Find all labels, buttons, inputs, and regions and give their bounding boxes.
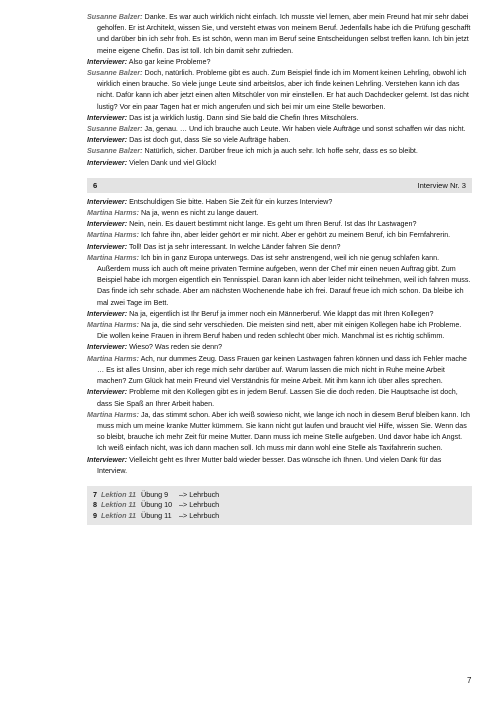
speaker-label: Interviewer:: [87, 242, 128, 251]
textbook-reference: –> Lehrbuch: [179, 510, 220, 520]
lesson-label: Lektion 11: [101, 510, 137, 520]
dialogue-text: Ach, nur dummes Zeug. Dass Frauen gar keinen Lastwagen fahren können und dass ich Fehler mache … Es ist alles Unsinn, aber ich rege mich sehr darüber auf. Warum lassen die mich nicht in Ruhe meine Arbeit machen? Zum Glück hat mein Freund viel Verständnis für meine Arbeit. Mit ihm kann ich über alles sprechen.: [97, 354, 467, 386]
speaker-label: Martina Harms:: [87, 410, 139, 419]
dialogue-turn: [87, 135, 472, 146]
speaker-label: Susanne Balzer:: [87, 69, 143, 78]
speaker-label: Interviewer:: [87, 343, 128, 352]
lesson-label: Lektion 11: [101, 500, 137, 510]
dialogue-text: Na ja, wenn es nicht zu lange dauert.: [140, 209, 259, 218]
dialogue-turn: [87, 124, 472, 135]
speaker-label: Interviewer:: [87, 113, 128, 122]
section-spacer: [87, 169, 472, 178]
dialogue-text: Danke. Es war auch wirklich nicht einfach. Ich musste viel lernen, aber mein Freund hat mir sehr dabei geholfen. Er ist Architekt, wissen Sie, und versteht etwas von meinem Beruf. Jedenfalls habe ich die Prüfung geschafft und darüber bin ich sehr froh. Es ist schön, wenn man im Beruf seine Entscheidungen selbst treffen kann. Ich bin jetzt meine eigene Chefin. Das ist toll. Ich bin damit sehr zufrieden.: [97, 13, 471, 55]
speaker-label: Susanne Balzer:: [87, 147, 143, 156]
textbook-reference: –> Lehrbuch: [179, 500, 220, 510]
exercise-number: 8: [93, 500, 97, 510]
speaker-label: Interviewer:: [87, 309, 128, 318]
section-header: [87, 178, 472, 193]
speaker-label: Interviewer:: [87, 220, 128, 229]
dialogue-text: Na ja, eigentlich ist Ihr Beruf ja immer noch ein Männerberuf. Wie klappt das mit Ihren Kollegen?: [129, 309, 434, 318]
dialogue-turn: [87, 354, 472, 388]
dialogue-turn: [87, 68, 472, 113]
dialogue-text: Toll! Das ist ja sehr interessant. In welche Länder fahren Sie denn?: [128, 242, 341, 251]
interview-section-balzer: [87, 12, 472, 169]
exercise-number: 9: [93, 510, 97, 520]
section-title: Interview Nr. 3: [417, 180, 466, 190]
dialogue-turn: [87, 387, 472, 409]
exercise-row: [93, 511, 466, 522]
dialogue-text: Das ist ja wirklich lustig. Dann sind Sie bald die Chefin Ihres Mitschülers.: [129, 113, 359, 122]
page-content: [87, 12, 472, 525]
dialogue-text: Ich bin in ganz Europa unterwegs. Das ist sehr anstrengend, weil ich nie genug schlafen kann. Außerdem muss ich auch oft meine privaten Termine aufgeben, wenn der Chef mir einen neuen Auftrag gibt. Zum Beispiel habe ich morgen eigentlich ein Tennisspiel. Daran kann ich aber leider nicht teilnehmen, weil ich fahren muss. Das finde ich sehr schade. Aber am nächsten Wochenende habe ich frei. Darauf freue ich mich schon. Da bleibe ich mal zwei Tage im Bett.: [97, 253, 471, 307]
dialogue-text: Vielen Dank und viel Glück!: [129, 158, 217, 167]
speaker-label: Interviewer:: [87, 388, 128, 397]
dialogue-text: Das ist doch gut, dass Sie so viele Aufträge haben.: [129, 136, 291, 145]
dialogue-turn: [87, 309, 472, 320]
dialogue-turn: [87, 158, 472, 169]
speaker-label: Interviewer:: [87, 136, 128, 145]
dialogue-turn: [87, 455, 472, 477]
dialogue-turn: [87, 242, 472, 253]
page-number: 7: [467, 676, 472, 685]
speaker-label: Martina Harms:: [87, 321, 139, 330]
speaker-label: Interviewer:: [87, 57, 128, 66]
speaker-label: Susanne Balzer:: [87, 125, 143, 134]
interview-section-harms: [87, 197, 472, 477]
speaker-label: Interviewer:: [87, 197, 128, 206]
dialogue-turn: [87, 410, 472, 455]
dialogue-text: Ja, genau. … Und ich brauche auch Leute. Wir haben viele Aufträge und sonst schaffen wir das nicht.: [144, 125, 466, 134]
dialogue-text: Entschuldigen Sie bitte. Haben Sie Zeit für ein kurzes Interview?: [129, 197, 333, 206]
dialogue-turn: [87, 197, 472, 208]
exercise-number: 7: [93, 489, 97, 499]
speaker-label: Martina Harms:: [87, 253, 139, 262]
lesson-label: Lektion 11: [101, 489, 137, 499]
dialogue-turn: [87, 208, 472, 219]
speaker-label: Interviewer:: [87, 455, 128, 464]
dialogue-text: Doch, natürlich. Probleme gibt es auch. Zum Beispiel finde ich im Moment keinen Lehrling, obwohl ich wirklich einen brauche. So viele junge Leute sind arbeitslos, aber ich finde keinen Lehrling. Verstehen kann ich das nicht. Dafür kann ich aber jetzt einen alten Mitschüler von mir einstellen. Er hat auch Dachdecker gelernt. Ist das nicht lustig? Vor ein paar Tagen hat er mich angerufen und sich bei mir um eine Stelle beworben.: [97, 69, 469, 111]
exercise-references-box: [87, 486, 472, 526]
dialogue-turn: [87, 146, 472, 157]
dialogue-turn: [87, 342, 472, 353]
speaker-label: Interviewer:: [87, 158, 128, 167]
dialogue-text: Ich fahre ihn, aber leider gehört er mir nicht. Aber er gehört zu meinem Beruf, ich bin Fernfahrerin.: [140, 231, 451, 240]
dialogue-text: Natürlich, sicher. Darüber freue ich mich ja auch sehr. Ich hoffe sehr, dass es so bleibt.: [144, 147, 418, 156]
dialogue-text: Also gar keine Probleme?: [128, 57, 211, 66]
exercise-label: Übung 11: [141, 510, 172, 520]
exercise-row: [93, 500, 466, 511]
speaker-label: Martina Harms:: [87, 354, 139, 363]
exercise-row: [93, 490, 466, 501]
exercise-label: Übung 10: [141, 500, 173, 510]
exercise-label: Übung 9: [141, 489, 169, 499]
speaker-label: Martina Harms:: [87, 231, 139, 240]
dialogue-text: Vielleicht geht es Ihrer Mutter bald wieder besser. Das wünsche ich Ihnen. Und vielen Dank für das Interview.: [97, 455, 442, 475]
dialogue-turn: [87, 12, 472, 57]
dialogue-text: Wieso? Was reden sie denn?: [129, 343, 223, 352]
dialogue-text: Ja, das stimmt schon. Aber ich weiß sowieso nicht, wie lange ich noch in diesem Beruf bleiben kann. Ich muss mich um meine kranke Mutter kümmern. Sie kann nicht gut laufen und braucht viel Hilfe, wissen Sie. Wenn das so bleibt, brauche ich mehr Zeit für meine Mutter. Dann muss ich meine Stelle aufgeben. Und davor habe ich Angst. Ich weiß einfach nicht, was ich dann machen soll. Ich muss mir dann wohl eine Stelle als Taxifahrerin suchen.: [97, 410, 470, 453]
dialogue-turn: [87, 113, 472, 124]
dialogue-turn: [87, 320, 472, 342]
dialogue-turn: [87, 253, 472, 309]
section-number: 6: [93, 180, 98, 190]
textbook-reference: –> Lehrbuch: [179, 489, 220, 499]
dialogue-text: Nein, nein. Es dauert bestimmt nicht lange. Es geht um Ihren Beruf. Ist das Ihr Lastwagen?: [129, 220, 417, 229]
dialogue-turn: [87, 230, 472, 241]
speaker-label: Martina Harms:: [87, 209, 139, 218]
speaker-label: Susanne Balzer:: [87, 13, 143, 21]
dialogue-text: Na ja, die sind sehr verschieden. Die meisten sind nett, aber mit einigen Kollegen habe ich Probleme. Die wollen keine Frauen in ihrem Beruf haben und reden schlecht über mich. Manchmal ist es richtig schlimm.: [97, 321, 462, 341]
dialogue-turn: [87, 219, 472, 230]
dialogue-turn: [87, 57, 472, 68]
dialogue-text: Probleme mit den Kollegen gibt es in jedem Beruf. Lassen Sie die doch reden. Die Hauptsache ist doch, dass Sie Spaß an Ihrer Arbeit haben.: [97, 388, 458, 408]
